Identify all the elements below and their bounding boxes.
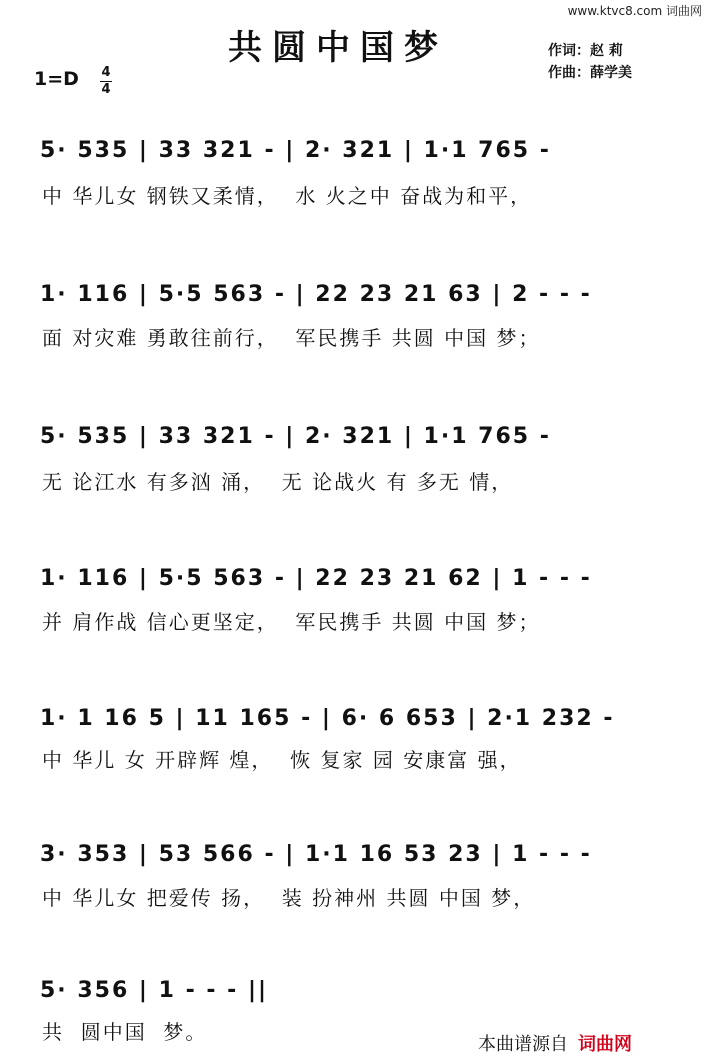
lyrics-line-1: 中 华儿女 钢铁又柔情， 水 火之中 奋战为和平，	[42, 184, 533, 208]
music-line-5	[0, 700, 708, 744]
music-line-4	[0, 560, 708, 604]
music-line-7	[0, 972, 708, 1016]
key-signature: 1=D	[34, 68, 79, 90]
notation: 5· 535 | 33 321 - | 2· 321 | 1·1 765 -	[40, 424, 551, 449]
notation: 5· 535 | 33 321 - | 2· 321 | 1·1 765 -	[40, 138, 551, 163]
credits	[548, 40, 632, 84]
music-line-1	[0, 132, 708, 176]
notation: 5· 356 | 1 - - - ||	[40, 978, 269, 1003]
lyrics-line-5: 中 华儿 女 开辟辉 煌， 恢 复家 园 安康富 强，	[42, 748, 522, 772]
lyrics-line-3: 无 论江水 有多汹 涌， 无 论战火 有 多无 情，	[42, 470, 514, 494]
lyrics-line-7: 共 圆中国 梦。	[42, 1020, 208, 1044]
time-signature	[100, 66, 112, 97]
time-signature-top: 4	[101, 65, 111, 80]
source-credit	[478, 1030, 632, 1056]
notation: 1· 116 | 5·5 563 - | 22 23 21 63 | 2 - - -	[40, 282, 592, 307]
music-line-6	[0, 836, 708, 880]
lyrics-line-4: 并 肩作战 信心更坚定， 军民携手 共圆 中国 梦；	[42, 610, 541, 634]
source-label: 本曲谱源自	[478, 1034, 568, 1055]
music-line-3	[0, 418, 708, 462]
source-site[interactable]: 词曲网	[578, 1034, 632, 1055]
time-signature-bottom: 4	[101, 82, 111, 97]
composer: 作曲：薛学美	[548, 65, 632, 81]
lyricist: 作词：赵 莉	[548, 43, 623, 59]
lyrics-line-6: 中 华儿女 把爱传 扬， 装 扮神州 共圆 中国 梦，	[42, 886, 536, 910]
watermark: www.ktvc8.com 词曲网	[567, 4, 702, 18]
music-line-2	[0, 276, 708, 320]
notation: 1· 1 16 5 | 11 165 - | 6· 6 653 | 2·1 232 -	[40, 706, 615, 731]
song-title: 共圆中国梦	[228, 28, 448, 68]
notation: 3· 353 | 53 566 - | 1·1 16 53 23 | 1 - - -	[40, 842, 592, 867]
lyrics-line-2: 面 对灾难 勇敢往前行， 军民携手 共圆 中国 梦；	[42, 326, 541, 350]
notation: 1· 116 | 5·5 563 - | 22 23 21 62 | 1 - - -	[40, 566, 592, 591]
